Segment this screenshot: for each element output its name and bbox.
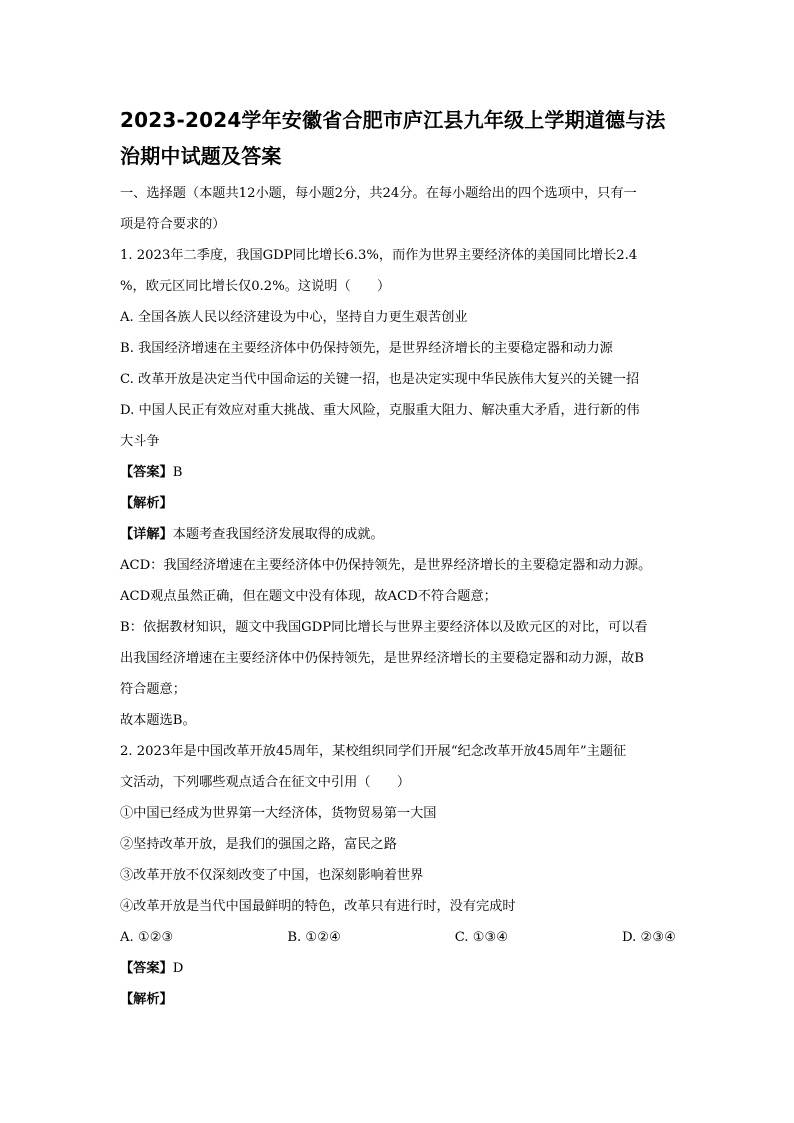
section-heading-line-1: 一、选择题（本题共12小题，每小题2分，共24分。在每小题给出的四个选项中，只有一 (120, 186, 637, 201)
q1-detail-text: 本题考查我国经济发展取得的成就。 (172, 527, 384, 542)
q1-analysis (120, 488, 676, 519)
q2-answer (120, 953, 676, 984)
q2-item-3: ③改革开放不仅深刻改变了中国，也深刻影响着世界 (120, 868, 424, 883)
q2-option-d: D. ②③④ (622, 930, 676, 945)
question-1 (120, 240, 676, 736)
q1-answer-label: 【答案】 (120, 465, 173, 480)
q2-stem-line-2: 文活动，下列哪些观点适合在征文中引用（ ） (120, 775, 411, 790)
q1-option-d-line-1: D. 中国人民正有效应对重大挑战、重大风险，克服重大阻力、解决重大矛盾，进行新的伟 (120, 403, 640, 418)
section-heading-line-2: 项是符合要求的） (120, 217, 226, 232)
q1-conclusion: 故本题选B。 (120, 713, 196, 728)
q2-option-c: C. ①③④ (454, 930, 509, 945)
q1-b-line-1: B：依据教材知识，题文中我国GDP同比增长与世界主要经济体以及欧元区的对比，可以看 (120, 620, 648, 635)
q1-detail-label: 【详解】 (120, 527, 173, 542)
q2-stem-line-1: 2. 2023年是中国改革开放45周年，某校组织同学们开展“纪念改革开放45周年”主题征 (120, 744, 627, 759)
q2-option-b: B. ①②④ (287, 930, 341, 945)
q1-stem-line-2: %，欧元区同比增长仅0.2%。这说明（ ） (120, 279, 391, 294)
q1-option-b: B. 我国经济增速在主要经济体中仍保持领先，是世界经济增长的主要稳定器和动力源 (120, 341, 613, 356)
q1-analysis-label: 【解析】 (120, 496, 173, 511)
q2-item-4: ④改革开放是当代中国最鲜明的特色，改革只有进行时，没有完成时 (120, 899, 516, 914)
q2-options (120, 922, 676, 953)
q2-analysis-label: 【解析】 (120, 992, 173, 1007)
q2-answer-label: 【答案】 (120, 961, 173, 976)
document-title (120, 102, 676, 174)
question-2 (120, 736, 676, 1015)
q2-option-a: A. ①②③ (120, 930, 174, 945)
title-line-1: 2023-2024学年安徽省合肥市庐江县九年级上学期道德与法 (120, 108, 666, 132)
q1-option-d-line-2: 大斗争 (120, 434, 160, 449)
q1-answer (120, 457, 676, 488)
q2-analysis (120, 984, 676, 1015)
document-page (120, 102, 676, 1015)
q1-b-line-3: 符合题意； (120, 682, 186, 697)
q1-option-a: A. 全国各族人民以经济建设为中心，坚持自力更生艰苦创业 (120, 310, 468, 325)
q1-option-c: C. 改革开放是决定当代中国命运的关键一招，也是决定实现中华民族伟大复兴的关键一招 (120, 372, 640, 387)
q2-answer-value: D (172, 961, 184, 976)
q2-item-2: ②坚持改革开放，是我们的强国之路，富民之路 (120, 837, 397, 852)
q1-stem-line-1: 1. 2023年二季度，我国GDP同比增长6.3%，而作为世界主要经济体的美国同比增长2.4 (120, 248, 638, 263)
q1-answer-value: B (172, 465, 183, 480)
q1-detail (120, 519, 676, 550)
q1-acd-line-2: ACD观点虽然正确，但在题文中没有体现，故ACD不符合题意； (120, 589, 497, 604)
q1-b-line-2: 出我国经济增速在主要经济体中仍保持领先，是世界经济增长的主要稳定器和动力源，故B (120, 651, 644, 666)
title-line-2: 治期中试题及答案 (120, 144, 282, 168)
q2-item-1: ①中国已经成为世界第一大经济体，货物贸易第一大国 (120, 806, 437, 821)
q1-acd-line-1: ACD：我国经济增速在主要经济体中仍保持领先，是世界经济增长的主要稳定器和动力源。 (120, 558, 652, 573)
